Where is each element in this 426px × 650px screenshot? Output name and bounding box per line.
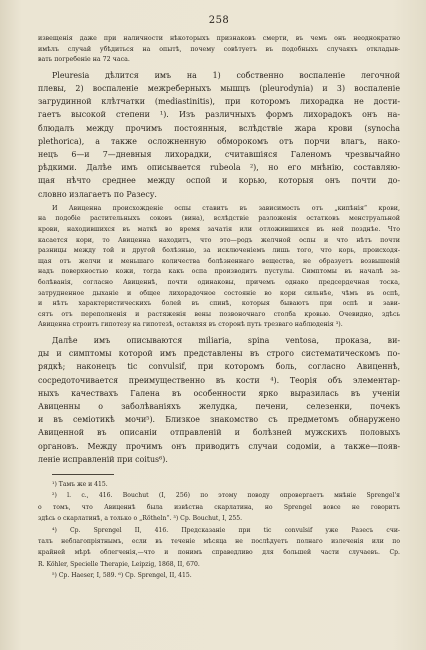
text-line: словно излагаетъ по Разесу.	[38, 189, 157, 199]
text-line: plethorica), а также осложненную обморокомъ отъ порчи влагъ, нако-	[38, 136, 400, 146]
text-line: и въ семіотикѣ мочи⁵). Близкое знакомство съ предметомъ обнаружено	[38, 415, 400, 425]
text-line: Pleuresia дѣлится имъ на 1) собственно воспаленіе легочной	[52, 70, 400, 80]
footnote	[38, 525, 400, 571]
text-line: крови, находившихся въ маткѣ во время зачатія или отложившихся въ ней позднѣе. Что	[38, 226, 400, 233]
text-line: Авиценна строитъ гипотезу на гипотезѣ, оставляя въ сторонѣ путь трезваго наблюденія ³).	[38, 321, 343, 329]
text-line: имѣлъ случай убѣдиться на опытѣ, почему совѣтуетъ въ подобныхъ случаяхъ откладыв-	[38, 45, 400, 53]
text-line: рѣдкими. Далѣе имъ описывается rubeola ²), но его мнѣнію, составляю-	[38, 163, 400, 173]
paragraph-carryover	[38, 34, 400, 66]
text-line: рядкѣ; наконецъ tic convulsif, при которомъ боль, согласно Авиценнѣ,	[38, 362, 400, 372]
text-line: щая нѣчто среднее между оспой и корью, которыя онъ почти до-	[38, 176, 400, 186]
text-line: блюдалъ между прочимъ постоянныя, вслѣдствіе жара крови (synocha	[38, 123, 400, 133]
text-line: разницы между той и другой болѣзнью, за исключеніемъ лишь того, что корь, происходя-	[38, 247, 400, 255]
text-line: загрудинной клѣтчатки (mediastinitis), при которомъ лихорадка не дости-	[38, 97, 400, 107]
body-text	[38, 34, 400, 469]
text-line: талъ неблагопріятнымъ, если въ теченіе мѣсяца не послѣдуетъ полнаго излеченія или по	[38, 538, 400, 545]
text-line: ²) l. c., 416. Bouchut (I, 256) по этому поводу опровергаетъ мнѣніе Sprengel'я	[52, 492, 400, 500]
text-line: сосредоточивается преимущественно въ кости ⁴). Теорія объ элементар-	[38, 375, 400, 385]
text-line: извещенія даже при наличности нѣкоторыхъ признаковъ смерти, въ чемъ онъ неоднократно	[38, 35, 400, 42]
text-line: Авиценной въ описаніи отправленій и болѣзней мужскихъ половыхъ	[38, 428, 400, 438]
page-number: 258	[208, 15, 230, 26]
text-line: плевы, 2) воспаленіе межреберныхъ мышцъ (pleurodynia) и 3) воспаленіе	[38, 83, 400, 93]
paragraph-pleuresia	[38, 69, 400, 201]
text-line: и нѣтъ характеристическихъ болей въ спинѣ, которыя бываютъ при оспѣ и зави-	[38, 300, 400, 308]
text-line: R. Köhler, Specielle Therapie, Leipzig, 1868, II, 670.	[38, 560, 200, 568]
text-line: о томъ, что Авиценнѣ была извѣстна скарлатина, но Sprengel вовсе не говоритъ	[38, 503, 400, 511]
text-line: леніе исправленій при coitus⁶).	[38, 454, 168, 464]
footnote	[38, 490, 400, 524]
text-line: здѣсь о скарлатинѣ, а только о „Rötheln“. ³) Cp. Bouchut, I, 255.	[38, 515, 243, 523]
paragraph-avicenna	[38, 204, 400, 331]
text-line: на подобіе растительныхъ соковъ (вина), вслѣдствіе разложенія остатковъ менструальной	[38, 215, 400, 223]
text-line: крайней мѣрѣ облегченія,—что и понимъ справедливо для большей части случаевъ. Ср.	[38, 549, 400, 557]
footnote-rule	[52, 474, 114, 475]
text-line: затрудненное дыханіе и общее лихорадочное состояніе во кори сильнѣе, чѣмъ въ оспѣ,	[38, 289, 400, 297]
text-line: ныхъ качествахъ Галена въ особенности ярко выразилась въ ученіи	[38, 388, 400, 398]
text-line: И Авиценна происхожденіе оспы ставитъ въ зависимость отъ „кипѣнія“ крови,	[52, 204, 400, 212]
footnote	[38, 479, 400, 490]
text-line: щая отъ желчи и меньшаго количества болѣзненнаго вещества, не образуетъ возвышеній	[38, 257, 400, 265]
text-line: ды и симптомы которой имъ представлены въ строго систематическомъ по-	[38, 349, 400, 359]
text-line: вать погребеніе на 72 часа.	[38, 56, 130, 64]
paragraph-miliaria	[38, 334, 400, 466]
footnotes	[38, 479, 400, 582]
footnote	[38, 570, 400, 581]
text-line: Авиценны о заболѣваніяхъ желудка, печени, селезенки, почекъ	[38, 401, 400, 411]
text-line: органовъ. Между прочимъ онъ приводитъ случаи содоміи, а также—появ-	[38, 441, 400, 451]
text-line: касается кори, то Авиценна находитъ, что это—родъ желчной оспы и что нѣтъ почти	[38, 236, 400, 244]
text-line: нецъ 6—и 7—дневныя лихорадки, считавшіяся Галеномъ чрезвычайно	[38, 150, 400, 159]
text-line: сятъ отъ переполненія и растяженія вены позвоночнаго столба кровью. Очевидно, здѣсь	[38, 310, 400, 318]
text-line: ¹) Тамъ же и 415.	[52, 480, 108, 488]
text-line: ⁴) Cp. Sprengel II, 416. Предсказаніе при tic convulsif уже Разесъ счи-	[52, 526, 400, 534]
text-line: болѣванія, согласно Авиценнѣ, почти одинаковы, причемъ однако предсердечная тоска,	[38, 278, 400, 286]
text-line: гаетъ высокой степени ¹). Изъ различныхъ формъ лихорадокъ онъ на-	[38, 110, 400, 120]
text-line: надъ поверхностью кожи, тогда какъ оспа производитъ пустулы. Симптомы въ началѣ за-	[38, 268, 400, 276]
text-line: Далѣе имъ описываются miliaria, spina ventosa, проказа, ви-	[52, 335, 400, 345]
text-line: ⁵) Ср. Haeser, I, 589. ⁶) Ср. Sprengel, II, 415.	[52, 572, 192, 580]
